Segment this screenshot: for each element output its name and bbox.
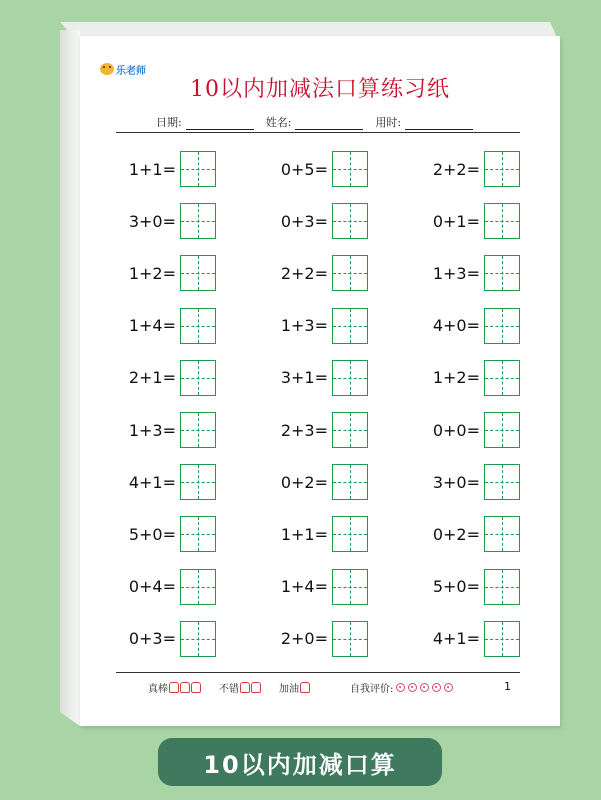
- math-problem: [92, 308, 216, 344]
- answer-box[interactable]: [180, 308, 216, 344]
- problem-expression: 1+2=: [128, 263, 176, 283]
- name-field: [266, 114, 364, 130]
- problem-expression: 3+0=: [128, 211, 176, 231]
- thumbs-up-icon: [191, 682, 201, 693]
- math-problem: [396, 308, 520, 344]
- date-blank: [186, 117, 254, 130]
- footer-divider: [116, 672, 520, 673]
- answer-box[interactable]: [180, 203, 216, 239]
- problem-expression: 0+4=: [128, 577, 176, 597]
- problem-expression: 3+0=: [432, 472, 480, 492]
- answer-box[interactable]: [484, 255, 520, 291]
- problem-expression: 1+4=: [280, 577, 328, 597]
- rating-good-label: 不错: [219, 684, 239, 695]
- paper-stack-side-edge: [60, 30, 80, 726]
- rating-great-label: 真棒: [148, 684, 168, 695]
- answer-box[interactable]: [484, 569, 520, 605]
- answer-box[interactable]: [484, 151, 520, 187]
- problem-expression: 4+1=: [128, 472, 176, 492]
- problem-expression: 1+4=: [128, 316, 176, 336]
- answer-box[interactable]: [484, 516, 520, 552]
- name-label: 姓名:: [265, 116, 292, 129]
- problem-expression: 2+3=: [280, 420, 328, 440]
- answer-box[interactable]: [180, 360, 216, 396]
- math-problem: [92, 621, 216, 657]
- math-problem: [396, 412, 520, 448]
- self-evaluation-label: 自我评价:: [350, 684, 394, 695]
- answer-box[interactable]: [180, 412, 216, 448]
- thumbs-up-icon: [240, 682, 250, 693]
- answer-box[interactable]: [484, 203, 520, 239]
- math-problem: [396, 255, 520, 291]
- thumbs-up-icon: [169, 682, 179, 693]
- problem-expression: 1+1=: [280, 524, 328, 544]
- problem-expression: 5+0=: [432, 577, 480, 597]
- problem-expression: 1+1=: [128, 159, 176, 179]
- math-problem: [244, 621, 368, 657]
- flower-icon: [444, 683, 453, 692]
- answer-box[interactable]: [332, 203, 368, 239]
- rating-footer: [148, 680, 528, 695]
- problem-expression: 1+3=: [432, 263, 480, 283]
- math-problem: [244, 151, 368, 187]
- math-problem: [92, 360, 216, 396]
- flower-icon: [420, 683, 429, 692]
- problem-expression: 0+3=: [128, 629, 176, 649]
- date-label: 日期:: [156, 116, 182, 129]
- worksheet-title: 10以内加减法口算练习纸: [190, 77, 450, 102]
- rating-keep-going: [279, 680, 310, 695]
- answer-box[interactable]: [484, 621, 520, 657]
- math-problem: [244, 203, 368, 239]
- time-field: [375, 114, 473, 130]
- math-problem: [244, 360, 368, 396]
- math-problem: [244, 412, 368, 448]
- math-problem: [244, 569, 368, 605]
- name-blank: [295, 117, 363, 130]
- answer-box[interactable]: [332, 308, 368, 344]
- thumbs-up-icon: [251, 682, 261, 693]
- answer-box[interactable]: [332, 360, 368, 396]
- problem-expression: 0+1=: [432, 211, 480, 231]
- math-problem: [244, 308, 368, 344]
- math-problem: [92, 569, 216, 605]
- answer-box[interactable]: [180, 151, 216, 187]
- answer-box[interactable]: [180, 516, 216, 552]
- problem-expression: 0+2=: [432, 524, 480, 544]
- worksheet-page: [80, 36, 560, 726]
- problem-expression: 4+1=: [432, 629, 480, 649]
- problem-expression: 0+3=: [280, 211, 328, 231]
- math-problem: [396, 621, 520, 657]
- flower-icon: [432, 683, 441, 692]
- thumbs-up-icon: [180, 682, 190, 693]
- math-problem: [396, 203, 520, 239]
- math-problem: [396, 516, 520, 552]
- page-number: 1: [504, 680, 511, 693]
- self-evaluation: [350, 680, 453, 695]
- math-problem: [396, 569, 520, 605]
- problem-expression: 0+5=: [280, 159, 328, 179]
- answer-box[interactable]: [180, 255, 216, 291]
- problem-expression: 2+2=: [432, 159, 480, 179]
- problem-expression: 4+0=: [432, 316, 480, 336]
- flower-icon: [408, 683, 417, 692]
- flower-icon: [396, 683, 405, 692]
- problem-expression: 2+1=: [128, 368, 176, 388]
- time-blank: [405, 117, 473, 130]
- answer-box[interactable]: [180, 464, 216, 500]
- answer-box[interactable]: [332, 412, 368, 448]
- rating-keep-going-label: 加油: [279, 684, 299, 695]
- brand-logo-text: 乐老师: [116, 65, 146, 77]
- bottom-banner: 10以内加减口算: [158, 738, 442, 786]
- problem-expression: 0+2=: [280, 472, 328, 492]
- math-problem: [92, 464, 216, 500]
- answer-box[interactable]: [484, 464, 520, 500]
- answer-box[interactable]: [332, 569, 368, 605]
- answer-box[interactable]: [180, 569, 216, 605]
- answer-box[interactable]: [484, 308, 520, 344]
- problem-expression: 0+0=: [432, 420, 480, 440]
- date-field: [156, 114, 254, 130]
- answer-box[interactable]: [484, 360, 520, 396]
- math-problem: [396, 360, 520, 396]
- answer-box[interactable]: [484, 412, 520, 448]
- answer-box[interactable]: [332, 621, 368, 657]
- math-problem: [92, 255, 216, 291]
- problem-expression: 2+2=: [280, 263, 328, 283]
- answer-box[interactable]: [332, 151, 368, 187]
- problem-expression: 1+2=: [432, 368, 480, 388]
- answer-box[interactable]: [332, 516, 368, 552]
- math-problem: [92, 151, 216, 187]
- math-problem: [92, 412, 216, 448]
- thumbs-up-icon: [300, 682, 310, 693]
- problem-expression: 5+0=: [128, 524, 176, 544]
- answer-box[interactable]: [332, 255, 368, 291]
- info-row: [156, 114, 485, 130]
- header-divider: [116, 132, 520, 133]
- problem-expression: 1+3=: [280, 316, 328, 336]
- answer-box[interactable]: [180, 621, 216, 657]
- math-problem: [244, 516, 368, 552]
- math-problem: [396, 151, 520, 187]
- rating-great: [148, 680, 201, 695]
- rating-good: [219, 680, 261, 695]
- math-problem: [244, 464, 368, 500]
- math-problem: [396, 464, 520, 500]
- problem-expression: 3+1=: [280, 368, 328, 388]
- math-problem: [92, 203, 216, 239]
- problem-expression: 2+0=: [280, 629, 328, 649]
- math-problem: [92, 516, 216, 552]
- problem-expression: 1+3=: [128, 420, 176, 440]
- time-label: 用时:: [375, 116, 402, 129]
- answer-box[interactable]: [332, 464, 368, 500]
- math-problem: [244, 255, 368, 291]
